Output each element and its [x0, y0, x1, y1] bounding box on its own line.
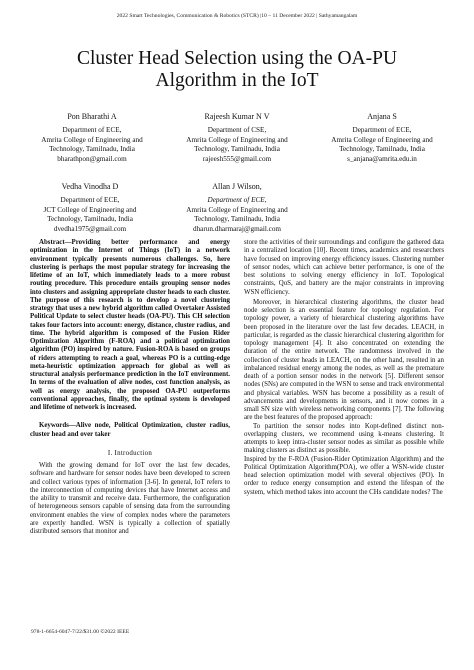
- author-location: Technology, Tamilnadu, India: [49, 145, 135, 154]
- author-3: [312, 112, 452, 164]
- body-paragraph: To partition the sensor nodes into Kopt-defined distinct non-overlapping clusters, we recommend using k-means clustering. It attempts to keep intra-cluster sensor nodes as similar as possible while making clusters as distinct as possible.: [244, 422, 444, 455]
- body-paragraph: store the activities of their surroundings and configure the gathered data in a centralized location [10]. Recent times, academics and researchers have focused on improving energy efficiency issues. Clustering number of sensor nodes, which can achieve better performance, is one of the best solutions to solving energy efficiency in IoT. Topological constraints, QoS, and battery are the major constraints in improving WSN efficiency.: [244, 239, 444, 296]
- author-org: Amrita College of Engineering and: [186, 205, 288, 214]
- conference-header: 2022 Smart Technologies, Communication & Robotics (STCR) |10 – 11 December 2022 | Sathyamangalam: [116, 13, 358, 19]
- paper-title: [40, 48, 434, 92]
- author-2: [167, 112, 307, 164]
- author-org: Amrita College of Engineering and: [186, 135, 288, 144]
- author-5: [167, 182, 307, 234]
- left-column: [30, 239, 230, 536]
- author-name: Rajeesh Kumar N V: [204, 112, 270, 121]
- author-location: Technology, Tamilnadu, India: [47, 215, 133, 224]
- author-email: rajeesh555@gmail.com: [202, 154, 272, 163]
- author-location: Technology, Tamilnadu, India: [194, 145, 280, 154]
- author-location: Technology, Tamilnadu, India: [339, 145, 425, 154]
- author-org: JCT College of Engineering and: [43, 205, 137, 214]
- author-name: Allan J Wilson,: [212, 182, 262, 191]
- section-heading-introduction: I. Introduction: [107, 449, 153, 457]
- author-email: dvedha1975@gmail.com: [53, 224, 127, 233]
- body-paragraph: Moreover, in hierarchical clustering algorithms, the cluster head node selection is an essential feature for topology regulation. For topology power, a variety of hierarchical clustering algorithms have been proposed in the literature over the last few decades. LEACH, in particular, is regarded as the classic hierarchical clustering algorithm for topology management [4]. It also concentrated on extending the duration of the entire network. The randomness involved in the collection of cluster heads in LEACH, on the other hand, resulted in an imbalanced residual energy among the nodes, as well as the premature death of a portion sensor nodes in the network [5]. Different sensor nodes (SNs) are computed in the WSN to sense and track environmental and physical variables. WSN has become a possibility as a result of advancements and developments in sensors, and it now comes in a small SN size with wireless networking components [7]. The following are the best features of the proposed approach:: [244, 298, 444, 422]
- author-4: [20, 182, 160, 234]
- author-dept: Department of CSE,: [207, 126, 267, 135]
- author-1: [22, 112, 162, 164]
- author-name: Anjana S: [367, 112, 397, 121]
- right-column: [244, 239, 444, 497]
- author-dept: Department of ECE,: [62, 126, 122, 135]
- author-org: Amrita College of Engineering and: [41, 135, 143, 144]
- title-line-1: Cluster Head Selection using the OA-PU: [76, 48, 398, 69]
- intro-paragraph: With the growing demand for IoT over the last few decades, software and hardware for sensor nodes have been developed to screen and collect various types of information [3-6]. In general, IoT refers to the interconnection of computing devices that have Internet access and the ability to transmit and receive data. Furthermore, the configuration of heterogeneous sensors capable of sensing data from the surrounding environment enables the view of complex nodes where the parameters are expertly handled. WSN is typically a collection of spatially distributed sensors that monitor and: [30, 462, 230, 535]
- author-name: Vedha Vinodha D: [61, 182, 119, 191]
- copyright-footer: 978-1-6654-6047-7/22/$31.00 ©2022 IEEE: [31, 629, 130, 635]
- author-dept: Department of ECE,: [352, 126, 412, 135]
- author-dept: Department of ECE,: [60, 196, 120, 205]
- abstract: Abstract—Providing better performance and energy optimization in the Internet of Things (IoT) in a network environment typically presents numerous challenges. So, here clustering is perhaps the most popular strategy for increasing the lifetime of an IoT, which immediately leads to a more robust routing procedure. This procedure entails grouping sensor nodes into clusters and assigning appropriate cluster heads to each cluster. The purpose of this research is to develop a novel clustering strategy that uses a new hybrid algorithm called Overtaker Assisted Political Update to select cluster heads (OA-PU). This CH selection takes four factors into account: energy, distance, cluster radius, and time. The hybrid algorithm is composed of the Fusion Rider Optimization Algorithm (F-ROA) and a political optimization algorithm (PO) inspired by nature. Fusion-ROA is based on groups of riders attempting to reach a goal, whereas PO is a cutting-edge meta-heuristic optimization approach for global as well as structural analysis performance prediction in the IoT environment. In terms of the evaluation of alive nodes, cost function analysis, as well as energy analysis, the proposed OA-PU outperforms conventional approaches, finally, the optimal system is developed and lifetime of network is increased.: [30, 239, 230, 411]
- author-name: Pon Bharathi A: [67, 112, 117, 121]
- author-email: bharathpon@gmail.com: [57, 154, 127, 163]
- body-paragraph: Inspired by the F-ROA (Fusion-Rider Optimization Algorithm) and the Political Optimization Algorithm(POA), we offer a WSN-wide cluster head selection optimization model with several objectives (PO). In order to reduce energy consumption and extend the lifespan of the system, which method takes into account the CHs candidate nodes? The: [244, 455, 444, 496]
- author-email: s_anjana@amrita.edu.in: [347, 154, 417, 163]
- author-email: dharun.dharmaraj@gmail.com: [192, 224, 282, 233]
- keywords: Keywords—Alive node, Political Optimization, cluster radius, cluster head and over taker: [30, 422, 230, 438]
- author-dept: Department of ECE,: [207, 196, 267, 205]
- title-line-2: Algorithm in the IoT: [155, 70, 319, 91]
- author-location: Technology, Tamilnadu, India: [194, 215, 280, 224]
- author-org: Amrita College of Engineering and: [331, 135, 433, 144]
